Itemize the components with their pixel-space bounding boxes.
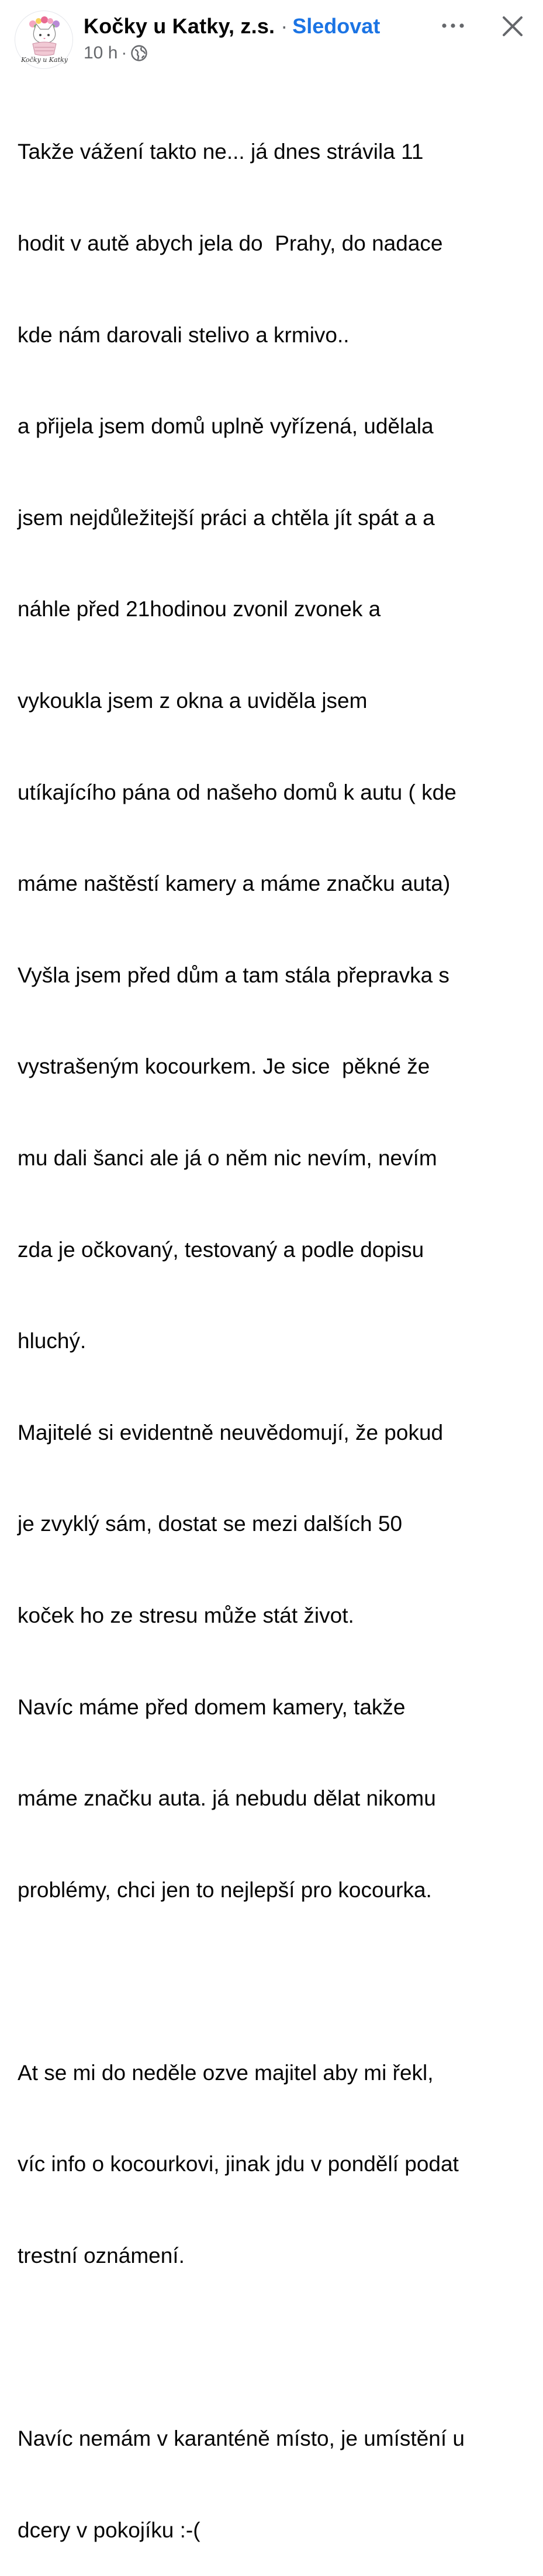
close-button[interactable] (498, 12, 527, 41)
post-timestamp[interactable]: 10 h (84, 43, 118, 63)
post-line: vykoukla jsem z okna a uviděla jsem (18, 688, 368, 713)
post-line: koček ho ze stresu může stát život. (18, 1603, 354, 1627)
post-line: mu dali šanci ale já o něm nic nevím, nevím (18, 1145, 437, 1170)
post-line: Vyšla jsem před dům a tam stála přepravka s (18, 963, 449, 987)
post-line: problémy, chci jen to nejlepší pro kocourka. (18, 1877, 432, 1902)
post-line: víc info o kocourkovi, jinak jdu v pondělí podat (18, 2152, 459, 2176)
post-line (18, 2332, 535, 2363)
avatar-caption: Kočky u Katky (21, 56, 68, 64)
post-line: Takže vážení takto ne... já dnes strávila 11 (18, 140, 424, 164)
post-line: dcery v pokojíku :-( (18, 2518, 200, 2542)
close-icon (498, 12, 527, 41)
post-line: At se mi do neděle ozve majitel aby mi řekl, (18, 2060, 434, 2085)
globe-icon[interactable] (130, 44, 148, 62)
post-line: máme naštěstí kamery a máme značku auta) (18, 872, 451, 896)
post-line (18, 1966, 535, 1997)
post-line: a přijela jsem domů uplně vyřízená, udělala (18, 414, 434, 439)
post-line: je zvyklý sám, dostat se mezi dalších 50 (18, 1512, 403, 1536)
post-text (18, 76, 535, 2576)
post-line: kde nám darovali stelivo a krmivo.. (18, 322, 350, 347)
post-line: náhle před 21hodinou zvonil zvonek a (18, 597, 381, 622)
post-header (0, 0, 543, 70)
post-line: zda je očkovaný, testovaný a podle dopisu (18, 1237, 424, 1262)
post-line: Navíc nemám v karanténě místo, je umístění u (18, 2426, 465, 2451)
post-line: máme značku auta. já nebudu dělat nikomu (18, 1786, 436, 1811)
page-avatar[interactable] (15, 11, 73, 69)
post-line: Majitelé si evidentně neuvědomují, že pokud (18, 1420, 444, 1445)
post-line: vystrašeným kocourkem. Je sice pěkné že (18, 1054, 430, 1079)
page-name[interactable]: Kočky u Katky, z.s. (84, 14, 275, 38)
post-line: trestní oznámení. (18, 2244, 185, 2268)
post-line: hodit v autě abych jela do Prahy, do nadace (18, 231, 443, 255)
title-row (84, 12, 380, 41)
follow-button[interactable]: Sledovat (292, 14, 381, 38)
more-icon (441, 23, 465, 29)
post-line: jsem nejdůležitejší práci a chtěla jít spát a a (18, 505, 435, 530)
post-line: Navíc máme před domem kamery, takže (18, 1695, 406, 1719)
more-options-button[interactable] (438, 15, 468, 36)
title-separator: · (281, 14, 288, 38)
post-line: utíkajícího pána od našeho domů k autu ( kde (18, 780, 456, 804)
post-meta (84, 42, 148, 64)
meta-separator: · (121, 43, 127, 63)
post-line: hluchý. (18, 1329, 87, 1353)
